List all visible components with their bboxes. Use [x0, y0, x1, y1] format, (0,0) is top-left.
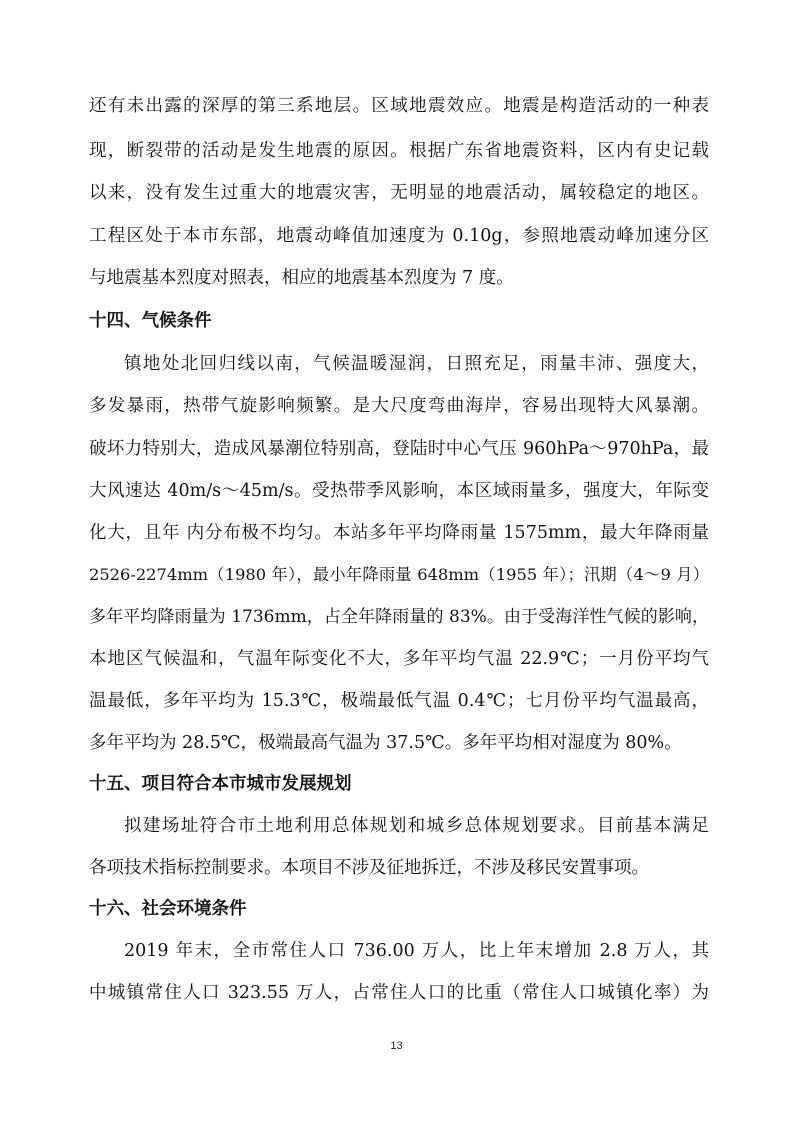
text-line: 本地区气候温和，气温年际变化不大，多年平均气温 22.9℃；一月份平均气 [89, 649, 709, 669]
text-line: 以来，没有发生过重大的地震灾害，无明显的地震活动，属较稳定的地区。 [89, 183, 709, 203]
text-line: 拟建场址符合市土地利用总体规划和城乡总体规划要求。目前基本满足 [124, 816, 709, 836]
text-line: 2019 年末，全市常住人口 736.00 万人，比上年末增加 2.8 万人，其 [124, 941, 709, 961]
section-heading-planning: 十五、项目符合本市城市发展规划 [89, 774, 352, 794]
text-line: 现，断裂带的活动是发生地震的原因。根据广东省地震资料，区内有史记载 [89, 141, 709, 161]
text-line: 多年平均为 28.5℃，极端最高气温为 37.5℃。多年平均相对湿度为 80%。 [89, 733, 682, 753]
text-line: 中城镇常住人口 323.55 万人，占常住人口的比重（常住人口城镇化率）为 [89, 983, 709, 1003]
text-line: 与地震基本烈度对照表，相应的地震基本烈度为 7 度。 [89, 268, 514, 288]
text-line: 工程区处于本市东部，地震动峰值加速度为 0.10g，参照地震动峰加速分区 [89, 226, 709, 246]
text-line: 各项技术指标控制要求。本项目不涉及征地拆迁，不涉及移民安置事项。 [89, 858, 649, 878]
text-line: 破坏力特别大，造成风暴潮位特别高，登陆时中心气压 960hPa～970hPa，最 [89, 439, 709, 459]
section-heading-climate: 十四、气候条件 [89, 311, 212, 331]
text-line: 2526-2274mm（1980 年），最小年降雨量 648mm（1955 年）；汛期（4～9 月） [89, 565, 709, 584]
text-line: 多发暴雨，热带气旋影响频繁。是大尺度弯曲海岸，容易出现特大风暴潮。 [89, 396, 709, 416]
text-line: 温最低，多年平均为 15.3℃，极端最低气温 0.4℃；七月份平均气温最高， [89, 691, 709, 711]
text-line: 化大，且年 内分布极不均匀。本站多年平均降雨量 1575mm，最大年降雨量 [89, 523, 709, 543]
text-line: 镇地处北回归线以南，气候温暖湿润，日照充足，雨量丰沛、强度大， [124, 354, 709, 374]
text-line: 大风速达 40m/s～45m/s。受热带季风影响，本区域雨量多，强度大，年际变 [89, 481, 709, 501]
section-heading-social: 十六、社会环境条件 [89, 899, 247, 919]
text-line: 还有未出露的深厚的第三系地层。区域地震效应。地震是构造活动的一种表 [89, 96, 709, 116]
page-number: 13 [390, 1040, 403, 1052]
text-line: 多年平均降雨量为 1736mm，占全年降雨量的 83%。由于受海洋性气候的影响， [89, 607, 709, 627]
